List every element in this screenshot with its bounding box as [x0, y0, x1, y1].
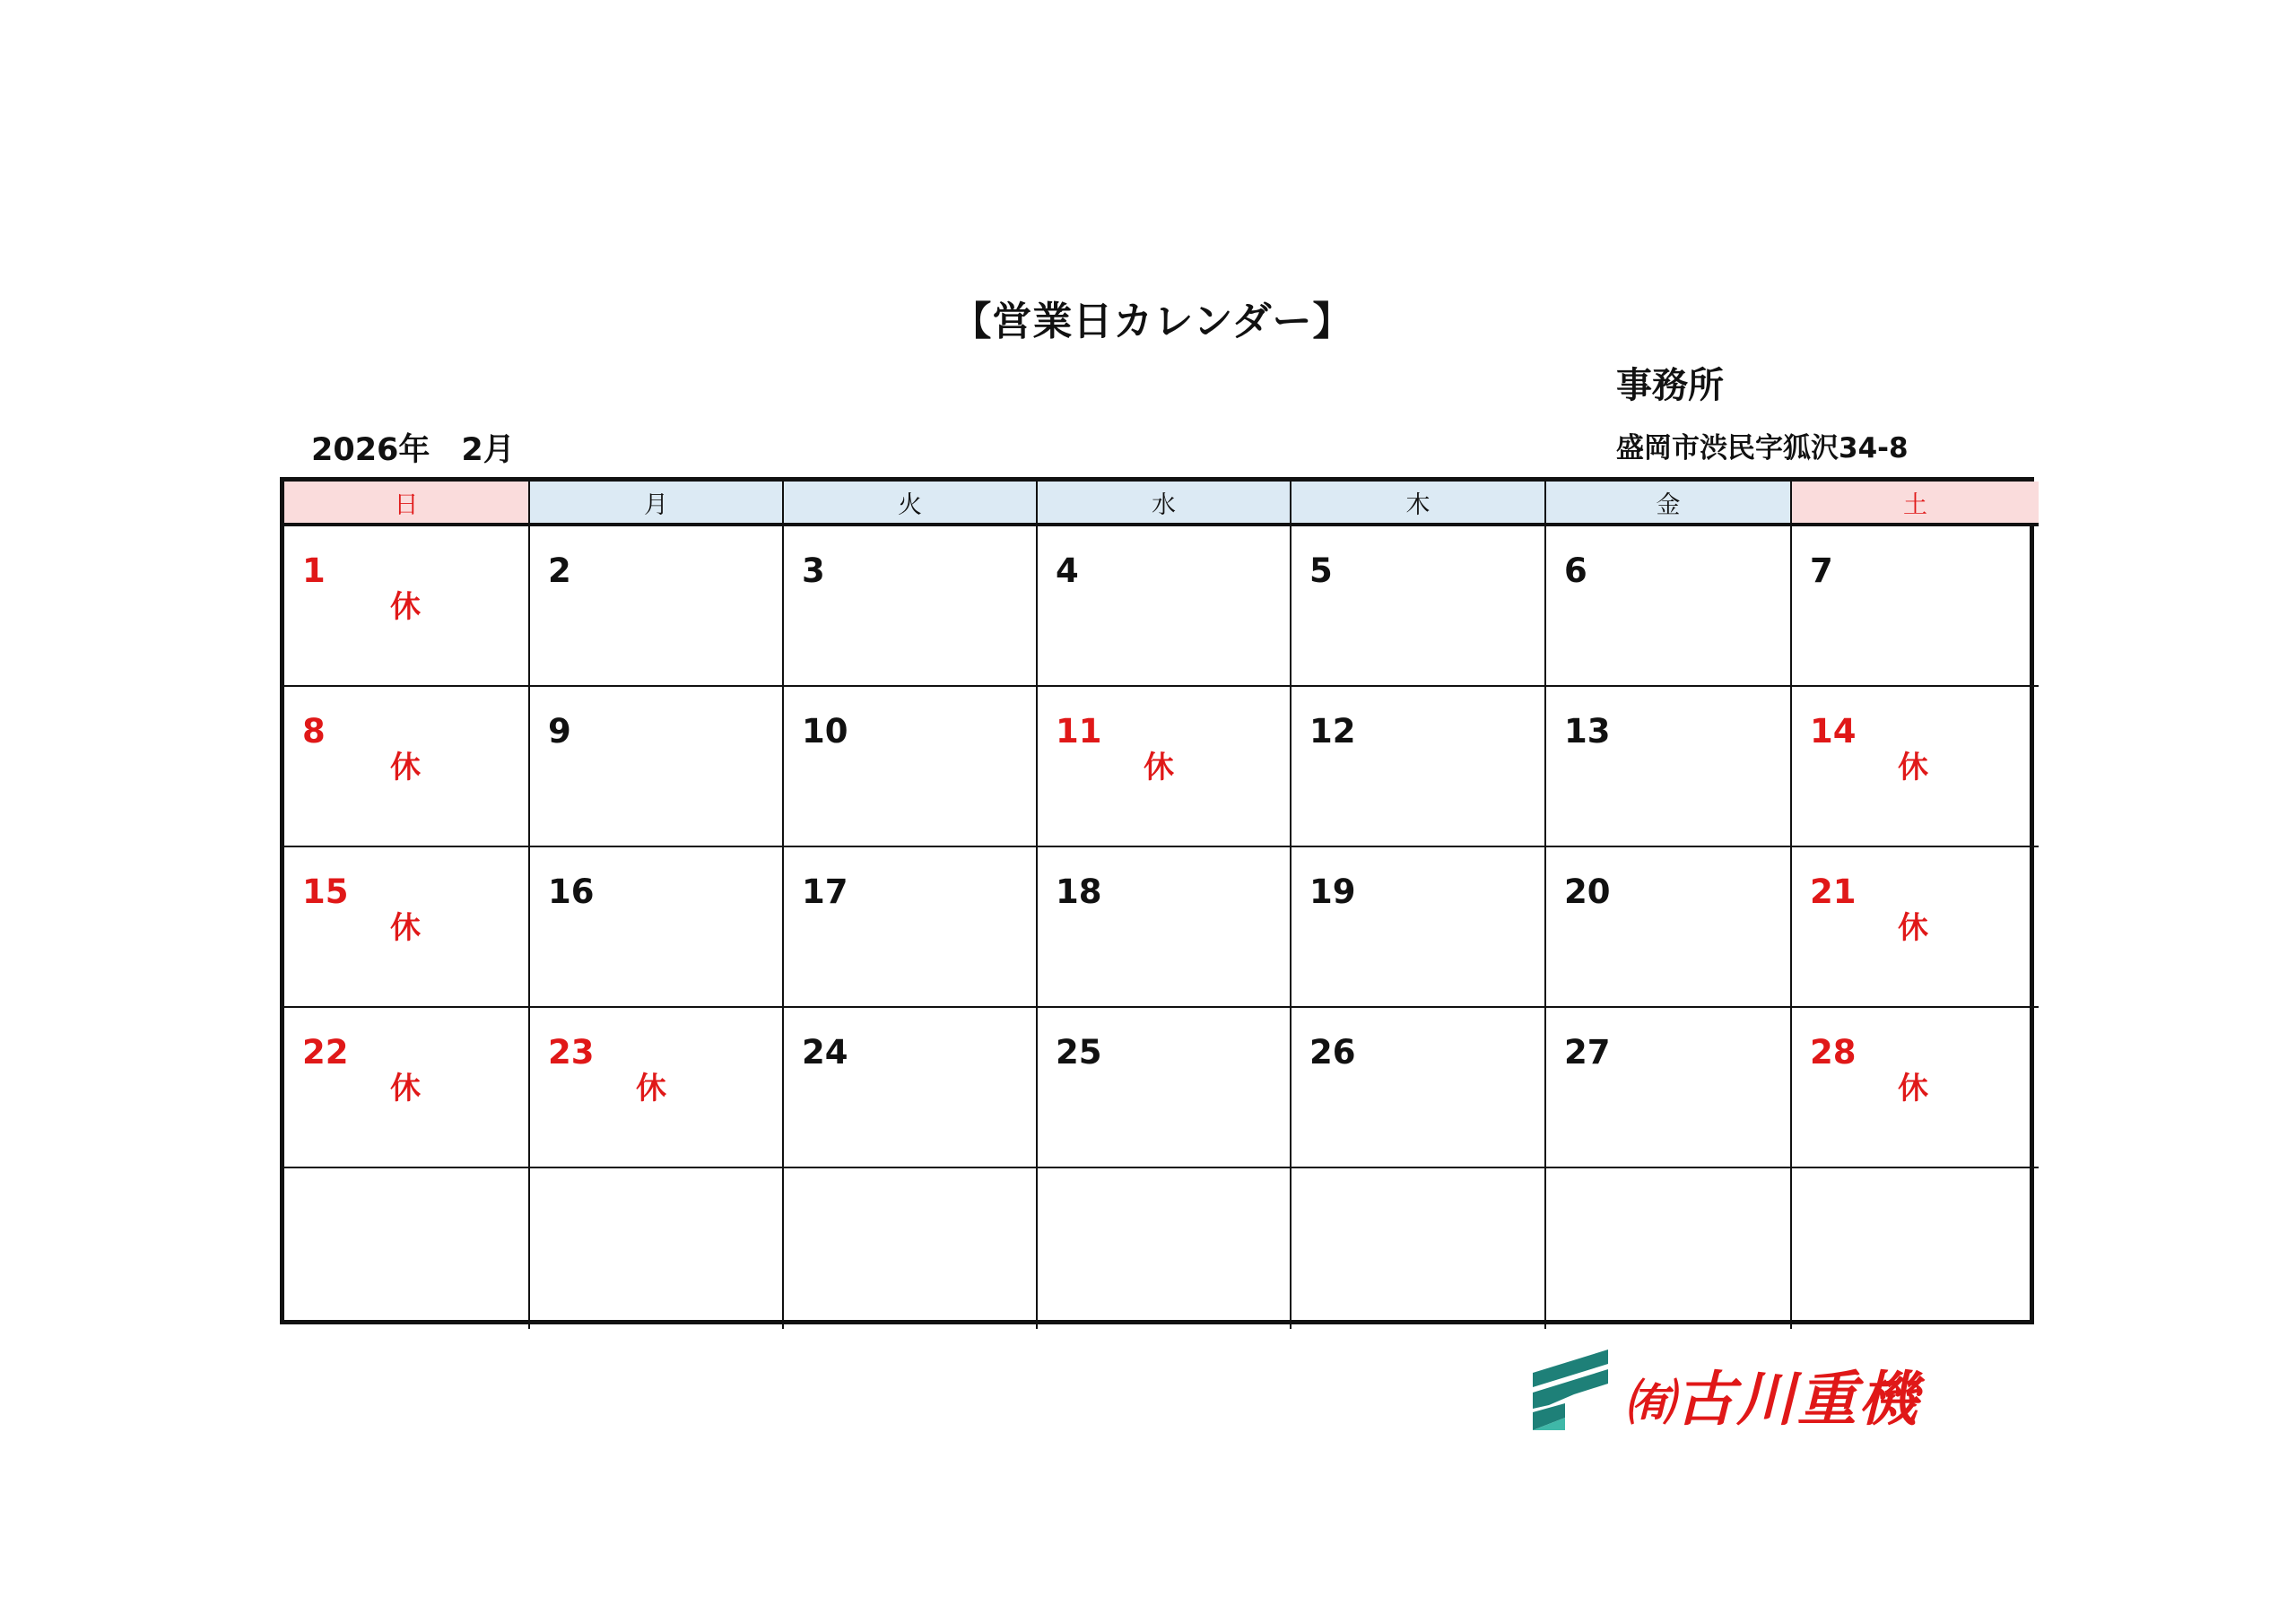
office-address: 盛岡市渋民字狐沢34-8	[1616, 432, 1909, 464]
calendar-day-cell	[784, 1008, 1038, 1168]
calendar-day-cell	[1792, 687, 2039, 847]
day-number: 5	[1309, 551, 1333, 590]
weekday-header: 金	[1546, 482, 1792, 526]
day-number: 26	[1309, 1033, 1356, 1072]
company-logo	[1525, 1350, 1991, 1434]
day-number: 24	[802, 1033, 848, 1072]
calendar-day-cell	[784, 526, 1038, 687]
company-name	[1625, 1351, 1919, 1436]
calendar-day-cell	[1292, 687, 1546, 847]
day-number: 28	[1810, 1033, 1857, 1072]
calendar-title: 【営業日カレンダー】	[952, 299, 1353, 344]
calendar-day-cell	[284, 1168, 530, 1329]
calendar-day-cell	[1792, 526, 2039, 687]
calendar-day-cell	[1292, 847, 1546, 1008]
calendar-day-cell	[530, 687, 784, 847]
calendar-day-cell	[784, 847, 1038, 1008]
calendar-day-cell	[1792, 847, 2039, 1008]
day-number: 4	[1056, 551, 1079, 590]
day-number: 2	[548, 551, 571, 590]
calendar-day-cell	[1546, 1008, 1792, 1168]
day-number: 21	[1810, 872, 1857, 911]
company-prefix: ㈲	[1625, 1375, 1675, 1431]
closed-day-mark: 休	[1144, 750, 1174, 785]
weekday-header: 木	[1292, 482, 1546, 526]
calendar-day-cell	[1546, 847, 1792, 1008]
day-number: 22	[302, 1033, 349, 1072]
weekday-header: 日	[284, 482, 530, 526]
calendar-day-cell	[530, 526, 784, 687]
weekday-header: 月	[530, 482, 784, 526]
calendar-day-cell	[1292, 526, 1546, 687]
day-number: 17	[802, 872, 848, 911]
day-number: 3	[802, 551, 825, 590]
day-number: 6	[1564, 551, 1587, 590]
weekday-header: 水	[1038, 482, 1292, 526]
calendar-day-cell	[1038, 847, 1292, 1008]
day-number: 27	[1564, 1033, 1611, 1072]
calendar-day-cell	[284, 526, 530, 687]
day-number: 12	[1309, 712, 1356, 751]
calendar-day-cell	[1546, 1168, 1792, 1329]
calendar-day-cell	[784, 1168, 1038, 1329]
calendar-day-cell	[1038, 1008, 1292, 1168]
closed-day-mark: 休	[390, 589, 421, 625]
calendar-day-cell	[784, 687, 1038, 847]
office-name: 事務所	[1616, 365, 1724, 406]
company-mark-icon	[1529, 1350, 1614, 1430]
calendar-day-cell	[284, 687, 530, 847]
day-number: 14	[1810, 712, 1857, 751]
closed-day-mark: 休	[1898, 750, 1928, 785]
calendar-grid	[280, 477, 2034, 1324]
day-number: 13	[1564, 712, 1611, 751]
day-number: 15	[302, 872, 349, 911]
closed-day-mark: 休	[390, 910, 421, 946]
company-name-text: 古川重機	[1675, 1365, 1919, 1434]
calendar-day-cell	[1038, 687, 1292, 847]
calendar-day-cell	[284, 847, 530, 1008]
calendar-day-cell	[1546, 687, 1792, 847]
day-number: 20	[1564, 872, 1611, 911]
day-number: 11	[1056, 712, 1102, 751]
day-number: 19	[1309, 872, 1356, 911]
calendar-day-cell	[1792, 1168, 2039, 1329]
day-number: 1	[302, 551, 326, 590]
closed-day-mark: 休	[636, 1071, 666, 1107]
closed-day-mark: 休	[1898, 1071, 1928, 1107]
calendar-day-cell	[1038, 1168, 1292, 1329]
calendar-day-cell	[1292, 1168, 1546, 1329]
calendar-day-cell	[1546, 526, 1792, 687]
day-number: 9	[548, 712, 571, 751]
calendar-day-cell	[1292, 1008, 1546, 1168]
day-number: 10	[802, 712, 848, 751]
day-number: 7	[1810, 551, 1833, 590]
closed-day-mark: 休	[390, 1071, 421, 1107]
day-number: 23	[548, 1033, 595, 1072]
day-number: 8	[302, 712, 326, 751]
day-number: 16	[548, 872, 595, 911]
year-month-label: 2026年 2月	[311, 432, 515, 468]
weekday-header: 火	[784, 482, 1038, 526]
calendar-day-cell	[530, 1008, 784, 1168]
calendar-day-cell	[1792, 1008, 2039, 1168]
day-number: 25	[1056, 1033, 1102, 1072]
calendar-day-cell	[530, 847, 784, 1008]
closed-day-mark: 休	[1898, 910, 1928, 946]
calendar-day-cell	[1038, 526, 1292, 687]
calendar-day-cell	[530, 1168, 784, 1329]
weekday-header: 土	[1792, 482, 2039, 526]
closed-day-mark: 休	[390, 750, 421, 785]
day-number: 18	[1056, 872, 1102, 911]
calendar-day-cell	[284, 1008, 530, 1168]
